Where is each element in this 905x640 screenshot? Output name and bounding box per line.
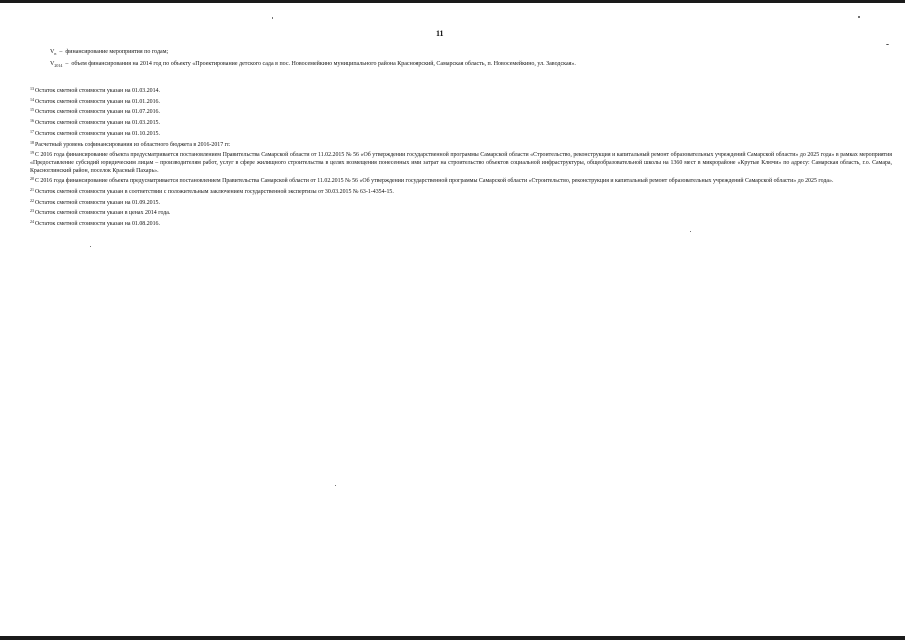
- legend-row-v2014: [50, 59, 850, 71]
- footnote-22: $^{22}$Остаток сметной стоимости указан на 01.09.2015.: [30, 197, 160, 206]
- footnote-13: $^{13}$Остаток сметной стоимости указан на 01.03.2014.: [30, 86, 160, 94]
- scan-speck: [90, 246, 91, 247]
- legend-symbol: $V_{2014}$: [50, 61, 63, 69]
- legend-symbol: $V_n$: [50, 49, 57, 57]
- footnote-24: $^{24}$Остаток сметной стоимости указан на 01.08.2016.: [30, 219, 160, 228]
- page-number: 11: [436, 29, 444, 38]
- legend-row-vn: [50, 47, 850, 59]
- scan-border-top: [0, 0, 905, 3]
- footnote-21: $^{21}$Остаток сметной стоимости указан в соответствии с положительным заключением государственной экспертизы от 30.03.2015 № 63-1-4354-15.: [30, 187, 394, 196]
- footnote-18: $^{18}$Расчетный уровень софинансирования из областного бюджета в 2016-2017 гг.: [30, 139, 231, 148]
- footnote-15: $^{15}$Остаток сметной стоимости указан на 01.07.2016.: [30, 107, 160, 116]
- scan-speck: [272, 17, 273, 19]
- footnote-19: $^{19}$С 2016 года финансирование объекта предусматривается постановлением Правительства Самарской области от 11.02.2015 № 56 «Об утверждении государственной программы Самарской области «Строительство, реконструкция и капитальный ремонт образовательных учреждений Самарской области» до 2025 года» в рамках мероприятия «Предоставление субсидий юридическим лицам – производителям работ, услуг в сфере жилищного строительства в целях возмещения понесенных ими затрат на строительство объектов социальной инфраструктуры, общеобразовательной школы на 1360 мест в микрорайоне «Крутые Ключи» по адресу: Самарская область, г.о. Самара, Красноглинский район, поселок Красный Пахарь».: [30, 150, 892, 174]
- scan-speck: [690, 231, 691, 232]
- footnote-23: $^{23}$Остаток сметной стоимости указан в ценах 2014 года.: [30, 208, 171, 217]
- scan-speck: [886, 44, 889, 45]
- legend-dash: –: [65, 61, 69, 68]
- legend-text: финансирование мероприятия по годам;: [65, 49, 169, 55]
- footnotes: [30, 85, 892, 229]
- legend-dash: –: [59, 49, 63, 55]
- footnote-16: $^{16}$Остаток сметной стоимости указан на 01.03.2015.: [30, 118, 160, 127]
- footnote-20: $^{20}$С 2016 года финансирование объекта предусматривается постановлением Правительства Самарской области от 11.02.2015 № 56 «Об утверждении государственной программы Самарской области «Строительство, реконструкция и капитальный ремонт образовательных учреждений Самарской области» до 2025 года».: [30, 176, 834, 185]
- scan-speck: [335, 485, 336, 486]
- footnote-14: $^{14}$Остаток сметной стоимости указан на 01.01.2016.: [30, 96, 160, 105]
- scan-border-bottom: [0, 636, 905, 640]
- legend-text: объем финансирования на 2014 год по объекту «Проектирование детского сада в пос. Новосемейкино муниципального района Красноярский, Самарская область, п. Новосемейкино, ул. Заводская».: [71, 61, 576, 68]
- footnote-17: $^{17}$Остаток сметной стоимости указан на 01.10.2015.: [30, 128, 160, 137]
- legend: [50, 47, 850, 71]
- scan-speck: [858, 16, 860, 18]
